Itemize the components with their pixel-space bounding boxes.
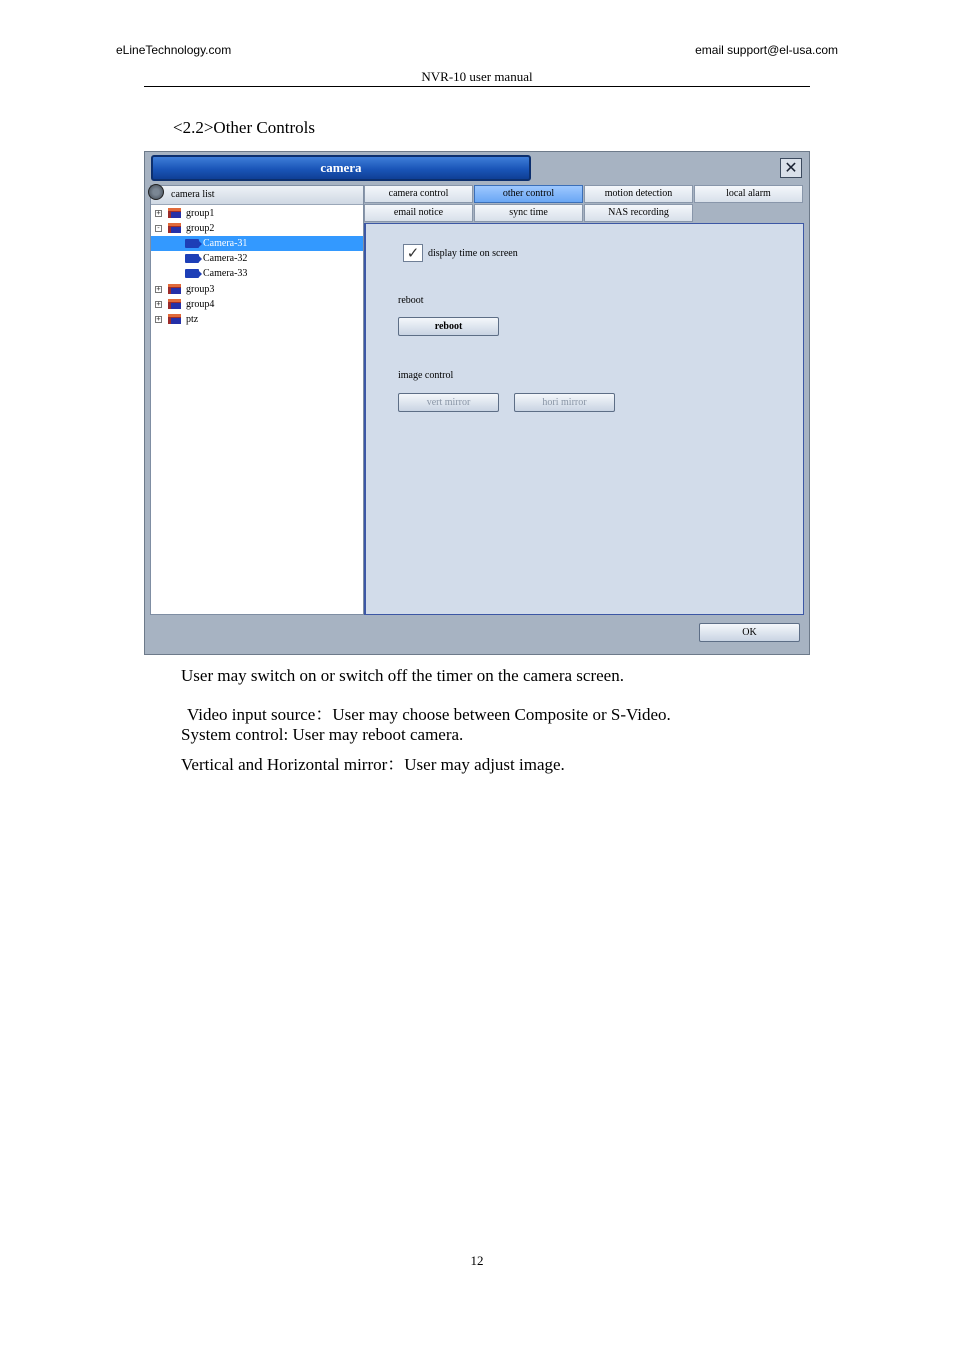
tab-local-alarm[interactable]: local alarm bbox=[694, 185, 803, 203]
expand-icon[interactable]: + bbox=[156, 285, 161, 293]
tab-other-control[interactable]: other control bbox=[474, 185, 583, 203]
display-time-checkbox[interactable] bbox=[403, 244, 423, 262]
camera-icon bbox=[185, 254, 199, 263]
hori-mirror-button[interactable]: hori mirror bbox=[514, 393, 615, 412]
tab-nas-recording[interactable]: NAS recording bbox=[584, 204, 693, 222]
header-manual-title: NVR-10 user manual bbox=[421, 69, 533, 84]
tree-item-group3[interactable]: + group3 bbox=[156, 284, 215, 295]
body-paragraph-timer: User may switch on or switch off the timer on the camera screen. bbox=[181, 666, 624, 685]
display-time-label: display time on screen bbox=[428, 248, 518, 259]
expand-icon[interactable]: + bbox=[156, 300, 161, 308]
reboot-button[interactable]: reboot bbox=[398, 317, 499, 336]
other-control-panel bbox=[364, 223, 804, 615]
radio-icon[interactable] bbox=[148, 184, 164, 200]
tab-email-notice[interactable]: email notice bbox=[364, 204, 473, 222]
tab-sync-time[interactable]: sync time bbox=[474, 204, 583, 222]
header-email: email support@el-usa.com bbox=[695, 43, 838, 57]
group-folder-icon bbox=[168, 299, 181, 309]
checkmark-icon: ✓ bbox=[406, 244, 420, 262]
tab-camera-control[interactable]: camera control bbox=[364, 185, 473, 203]
tree-item-group1[interactable]: + group1 bbox=[156, 208, 215, 219]
group-folder-icon bbox=[168, 208, 181, 218]
vert-mirror-button[interactable]: vert mirror bbox=[398, 393, 499, 412]
camera-icon bbox=[185, 239, 199, 248]
tree-item-camera-32[interactable]: Camera-32 bbox=[151, 251, 363, 266]
ptz-folder-icon bbox=[168, 314, 181, 324]
group-folder-icon bbox=[168, 284, 181, 294]
tree-item-group2[interactable]: - group2 bbox=[156, 223, 215, 234]
tree-item-ptz[interactable]: + ptz bbox=[156, 314, 199, 325]
tab-bar bbox=[364, 185, 804, 225]
camera-list-header bbox=[151, 186, 363, 205]
body-paragraph-video-input: Video input source：User may choose between Composite or S-Video. bbox=[187, 705, 671, 724]
body-paragraph-system-control: System control: User may reboot camera. bbox=[181, 725, 464, 744]
dialog-title: camera bbox=[151, 155, 531, 181]
tree-item-camera-31[interactable]: Camera-31 bbox=[151, 236, 363, 251]
expand-icon[interactable]: + bbox=[156, 209, 161, 217]
group-folder-icon bbox=[168, 223, 181, 233]
header-rule bbox=[144, 86, 810, 87]
camera-list-label: camera list bbox=[171, 189, 215, 200]
tree-item-camera-33[interactable]: Camera-33 bbox=[151, 266, 363, 281]
camera-dialog bbox=[144, 151, 810, 655]
body-paragraph-mirror: Vertical and Horizontal mirror：User may adjust image. bbox=[181, 755, 565, 774]
reboot-section-label: reboot bbox=[398, 295, 424, 306]
close-icon[interactable]: ✕ bbox=[780, 158, 802, 178]
page-number: 12 bbox=[470, 1253, 484, 1268]
expand-icon[interactable]: + bbox=[156, 315, 161, 323]
tree-item-group4[interactable]: + group4 bbox=[156, 299, 215, 310]
image-control-label: image control bbox=[398, 370, 454, 381]
camera-list-panel bbox=[150, 185, 364, 615]
tab-motion-detection[interactable]: motion detection bbox=[584, 185, 693, 203]
camera-icon bbox=[185, 269, 199, 278]
ok-button[interactable]: OK bbox=[699, 623, 800, 642]
header-website: eLineTechnology.com bbox=[116, 43, 232, 57]
section-title: <2.2>Other Controls bbox=[173, 118, 315, 137]
collapse-icon[interactable]: - bbox=[156, 224, 161, 232]
